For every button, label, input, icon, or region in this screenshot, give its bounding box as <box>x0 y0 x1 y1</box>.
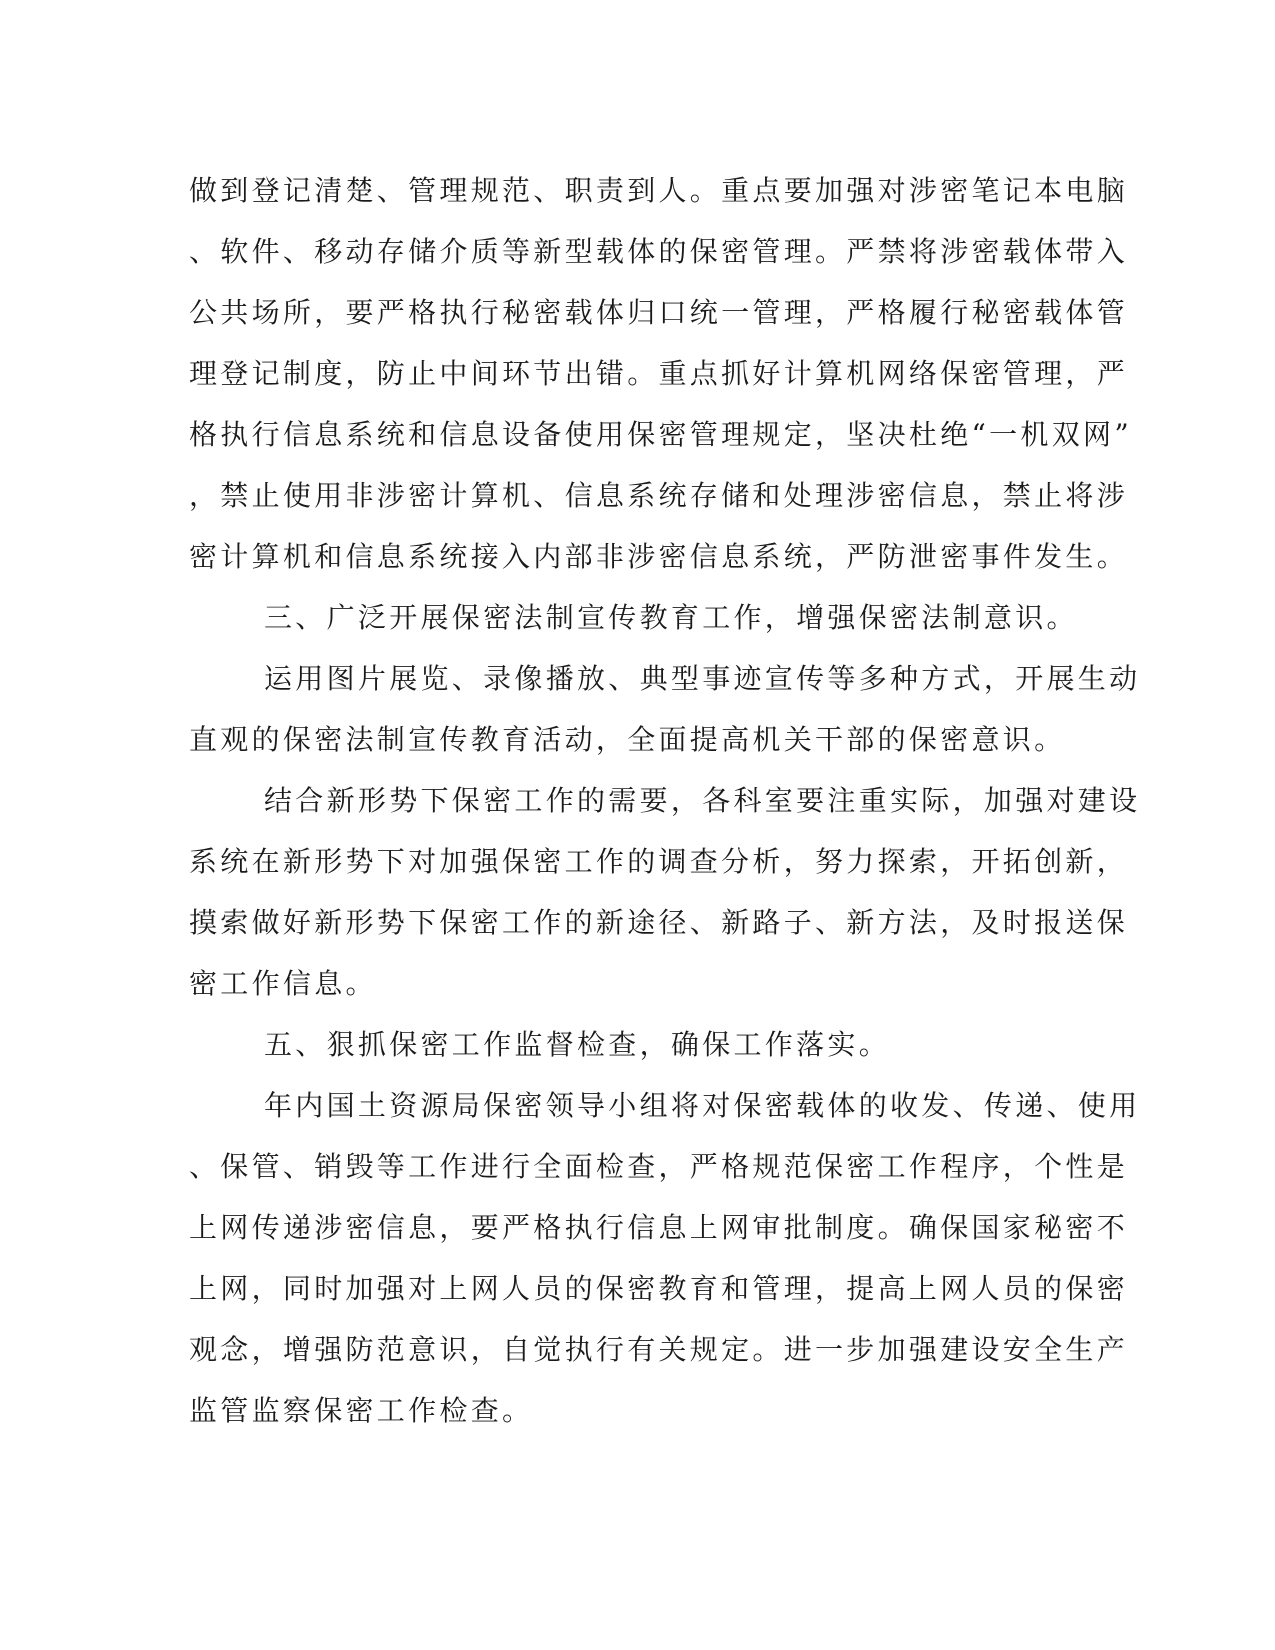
text-line: 密计算机和信息系统接入内部非涉密信息系统，严防泄密事件发生。 <box>189 540 1129 573</box>
text-line: 、软件、移动存储介质等新型载体的保密管理。严禁将涉密载体带入 <box>189 235 1129 268</box>
text-line: 结合新形势下保密工作的需要，各科室要注重实际，加强对建设 <box>264 784 1141 817</box>
text-line: 系统在新形势下对加强保密工作的调查分析，努力探索，开拓创新， <box>189 845 1129 878</box>
text-line: 公共场所，要严格执行秘密载体归口统一管理，严格履行秘密载体管 <box>189 296 1129 329</box>
text-line: 理登记制度，防止中间环节出错。重点抓好计算机网络保密管理，严 <box>189 357 1129 390</box>
text-line: 上网，同时加强对上网人员的保密教育和管理，提高上网人员的保密 <box>189 1272 1129 1305</box>
section-heading-three: 三、广泛开展保密法制宣传教育工作，增强保密法制意识。 <box>264 601 1078 634</box>
text-line: 上网传递涉密信息，要严格执行信息上网审批制度。确保国家秘密不 <box>189 1211 1129 1244</box>
text-line: 格执行信息系统和信息设备使用保密管理规定，坚决杜绝“一机双网” <box>189 418 1132 451</box>
text-line: 做到登记清楚、管理规范、职责到人。重点要加强对涉密笔记本电脑 <box>189 174 1129 207</box>
text-line: 摸索做好新形势下保密工作的新途径、新路子、新方法，及时报送保 <box>189 906 1129 939</box>
text-line: 年内国土资源局保密领导小组将对保密载体的收发、传递、使用 <box>264 1089 1141 1122</box>
text-line: 运用图片展览、录像播放、典型事迹宣传等多种方式，开展生动 <box>264 662 1141 695</box>
text-line: 监管监察保密工作检查。 <box>189 1394 534 1427</box>
document-body <box>189 160 1141 1441</box>
text-line: 、保管、销毁等工作进行全面检查，严格规范保密工作程序，个性是 <box>189 1150 1129 1183</box>
text-line: ，禁止使用非涉密计算机、信息系统存储和处理涉密信息，禁止将涉 <box>189 479 1129 512</box>
text-line: 观念，增强防范意识，自觉执行有关规定。进一步加强建设安全生产 <box>189 1333 1129 1366</box>
text-line: 密工作信息。 <box>189 967 377 1000</box>
section-heading-five: 五、狠抓保密工作监督检查，确保工作落实。 <box>264 1028 891 1061</box>
text-line: 直观的保密法制宣传教育活动，全面提高机关干部的保密意识。 <box>189 723 1066 756</box>
